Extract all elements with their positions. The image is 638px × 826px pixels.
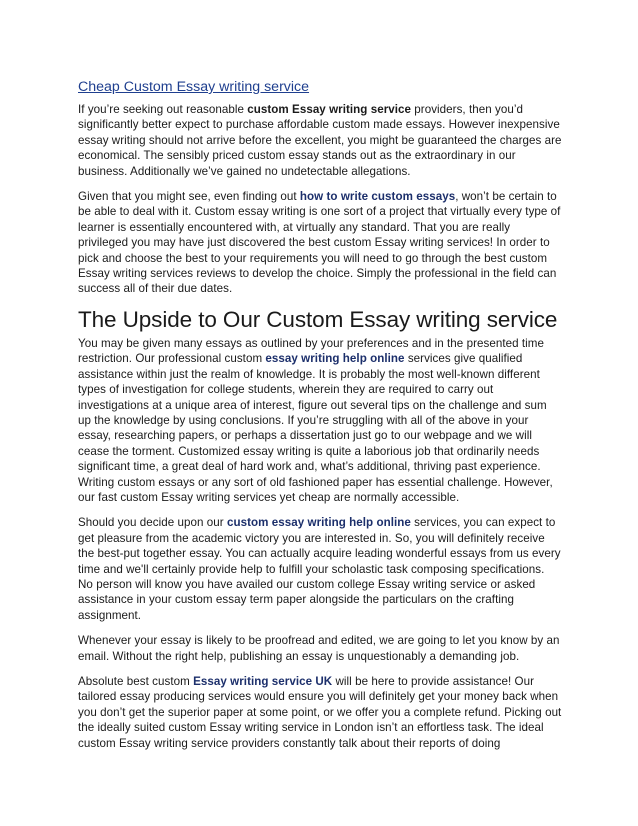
paragraph-4-text-b: services, you can expect to get pleasure from the academic victory you are interested in. So, you will definitely receive the best-put together essay. You can actually acquire leading wonderful essays from us every time and we'll certainly provide help to fulfill your scholastic task composing specifications. No person will know you have availed our custom college Essay writing service or asked assistance in your custom essay term paper alongside the particulars on the crafting assignment. <box>78 516 561 622</box>
paragraph-5 <box>78 633 562 664</box>
paragraph-2-text-b: , won’t be certain to be able to deal with it. Custom essay writing is one sort of a project that virtually every type of learner is essentially encountered with, at virtually any standard. That you are really privileged you may have just discovered the best custom Essay writing services! In order to pick and choose the best to your requirements you will need to go through the best custom Essay writing services reviews to develop the choice. Simply the professional in the field can success all of their due dates. <box>78 190 561 296</box>
paragraph-6 <box>78 674 562 751</box>
paragraph-4-keyword-link[interactable]: custom essay writing help online <box>226 516 411 530</box>
section-heading: The Upside to Our Custom Essay writing service <box>78 306 558 332</box>
paragraph-6-text-b: will be here to provide assistance! Our tailored essay producing services would ensure you will definitely get your money back when you don’t get the superior paper at some point, or we offer you a complete refund. Picking out the ideally suited custom Essay writing service in London isn’t an effortless task. The ideal custom Essay writing service providers constantly talk about their reports of doing <box>78 675 562 750</box>
document-title-link[interactable]: Cheap Custom Essay writing service <box>78 79 310 95</box>
paragraph-1-text-a: If you’re seeking out reasonable <box>78 103 248 116</box>
document-page <box>78 78 562 761</box>
paragraph-4 <box>78 515 562 623</box>
paragraph-1-keyword: custom Essay writing service <box>247 103 412 116</box>
paragraph-6-text-a: Absolute best custom <box>78 675 194 688</box>
paragraph-3-text-a: You may be given many essays as outlined by your preferences and in the presented time restriction. Our professional custom <box>78 336 544 366</box>
paragraph-2 <box>78 189 562 297</box>
paragraph-6-keyword-link[interactable]: Essay writing service UK <box>193 675 333 688</box>
paragraph-1-text-b: providers, then you’d significantly better expect to purchase affordable custom made essays. However inexpensive essay writing should not arrive before the excellent, you might be guaranteed the charges are economical. The sensibly priced custom essay stands out as the extraordinary in our business. Additionally we’ve gained no undetectable allegations. <box>78 103 562 178</box>
paragraph-3-text-b: services give qualified assistance within just the realm of knowledge. It is probably the most well-known different types of investigation for college students, wherein they are required to carry out investigations at a unique area of interest, figure out several tips on the challenge and sum up the knowledge by using conclusions. If you’re struggling with all of the above in your essay, researching papers, or perhaps a dissertation just go to our webpage and we will cease the torment. Customized essay writing is quite a laborious job that ordinarily needs significant time, a great deal of hard work and, what’s additional, thriving past experience. Writing custom essays or any sort of old fashioned paper has essential challenge. However, our fast custom Essay writing services yet cheap are normally accessible. <box>78 352 553 504</box>
paragraph-3 <box>78 336 562 505</box>
paragraph-3-keyword-link[interactable]: essay writing help online <box>265 352 405 366</box>
paragraph-5-text-a: Whenever your essay is likely to be proofread and edited, we are going to let you know by an email. Without the right help, publishing an essay is unquestionably a demanding job. <box>78 634 560 663</box>
paragraph-1 <box>78 102 562 179</box>
paragraph-4-text-a: Should you decide upon our <box>78 516 227 530</box>
paragraph-2-keyword-link[interactable]: how to write custom essays <box>299 190 456 204</box>
paragraph-2-text-a: Given that you might see, even finding out <box>78 190 300 204</box>
